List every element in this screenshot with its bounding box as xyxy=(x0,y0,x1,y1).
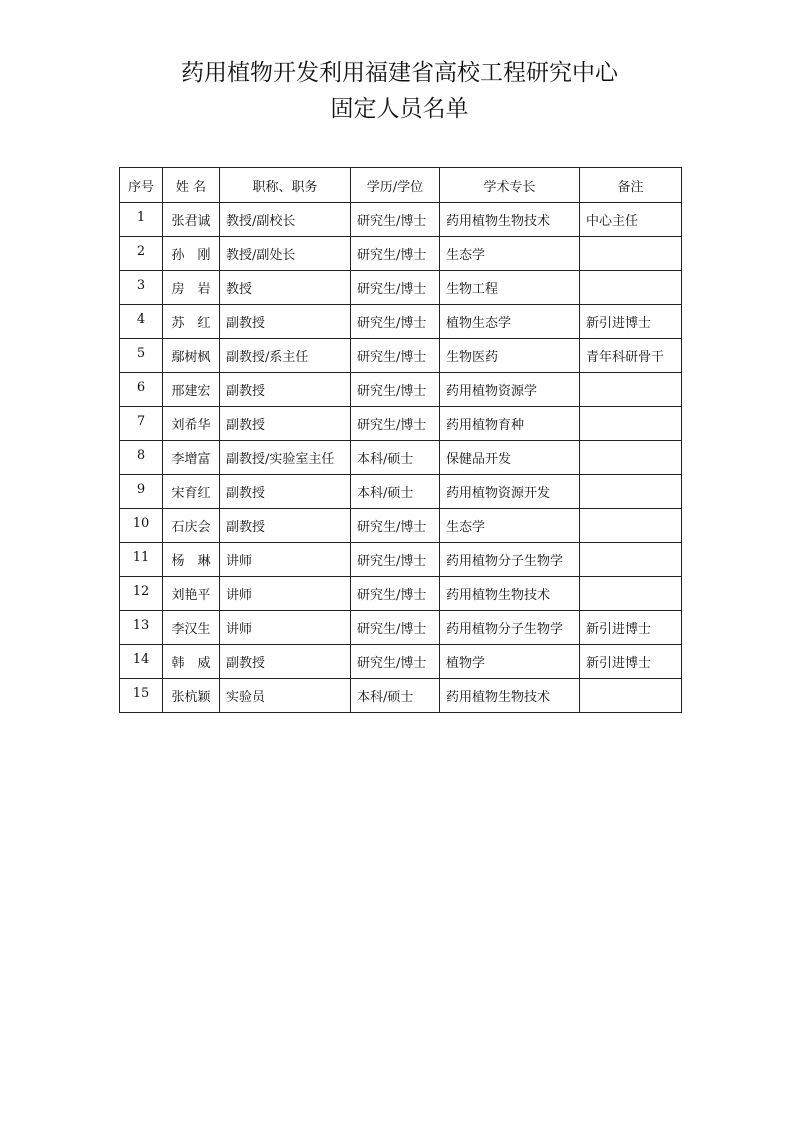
cell-no: 6 xyxy=(120,373,163,407)
cell-note xyxy=(580,407,682,441)
cell-name: 石庆会 xyxy=(163,509,220,543)
cell-note xyxy=(580,509,682,543)
cell-no: 13 xyxy=(120,611,163,645)
header-specialty: 学术专长 xyxy=(440,168,580,203)
document-subtitle: 固定人员名单 xyxy=(330,96,469,122)
cell-name: 张君诚 xyxy=(163,203,220,237)
cell-no: 3 xyxy=(120,271,163,305)
cell-no: 5 xyxy=(120,339,163,373)
cell-degree: 研究生/博士 xyxy=(351,339,440,373)
table-row xyxy=(120,679,682,713)
cell-title: 讲师 xyxy=(220,611,351,645)
cell-name: 苏 红 xyxy=(163,305,220,339)
document-title: 药用植物开发利用福建省高校工程研究中心 xyxy=(181,60,618,86)
header-note: 备注 xyxy=(580,168,682,203)
cell-specialty: 生态学 xyxy=(440,509,580,543)
table-row xyxy=(120,373,682,407)
cell-specialty: 生物工程 xyxy=(440,271,580,305)
table-row xyxy=(120,645,682,679)
table-row xyxy=(120,577,682,611)
cell-title: 教授 xyxy=(220,271,351,305)
cell-note xyxy=(580,271,682,305)
cell-note: 青年科研骨干 xyxy=(580,339,682,373)
cell-no: 8 xyxy=(120,441,163,475)
cell-note xyxy=(580,373,682,407)
cell-title: 实验员 xyxy=(220,679,351,713)
cell-degree: 研究生/博士 xyxy=(351,577,440,611)
cell-specialty: 药用植物资源开发 xyxy=(440,475,580,509)
cell-title: 副教授 xyxy=(220,373,351,407)
cell-specialty: 药用植物育种 xyxy=(440,407,580,441)
cell-note xyxy=(580,237,682,271)
cell-degree: 本科/硕士 xyxy=(351,679,440,713)
cell-degree: 研究生/博士 xyxy=(351,407,440,441)
cell-note xyxy=(580,543,682,577)
table-row xyxy=(120,543,682,577)
cell-degree: 研究生/博士 xyxy=(351,543,440,577)
cell-specialty: 药用植物生物技术 xyxy=(440,577,580,611)
cell-no: 1 xyxy=(120,203,163,237)
cell-degree: 研究生/博士 xyxy=(351,305,440,339)
cell-degree: 研究生/博士 xyxy=(351,373,440,407)
staff-table xyxy=(119,167,682,713)
cell-specialty: 保健品开发 xyxy=(440,441,580,475)
cell-name: 鄢树枫 xyxy=(163,339,220,373)
cell-no: 11 xyxy=(120,543,163,577)
cell-title: 教授/副校长 xyxy=(220,203,351,237)
cell-specialty: 植物学 xyxy=(440,645,580,679)
cell-name: 孙 刚 xyxy=(163,237,220,271)
table-body xyxy=(120,203,682,713)
cell-degree: 研究生/博士 xyxy=(351,203,440,237)
cell-degree: 本科/硕士 xyxy=(351,475,440,509)
cell-no: 4 xyxy=(120,305,163,339)
cell-title: 副教授/实验室主任 xyxy=(220,441,351,475)
table-header-row xyxy=(120,168,682,203)
header-name: 姓 名 xyxy=(163,168,220,203)
cell-degree: 研究生/博士 xyxy=(351,237,440,271)
table-row xyxy=(120,237,682,271)
header-no: 序号 xyxy=(120,168,163,203)
cell-no: 7 xyxy=(120,407,163,441)
cell-specialty: 药用植物生物技术 xyxy=(440,203,580,237)
cell-name: 刘希华 xyxy=(163,407,220,441)
cell-note: 中心主任 xyxy=(580,203,682,237)
header-title: 职称、职务 xyxy=(220,168,351,203)
cell-specialty: 药用植物生物技术 xyxy=(440,679,580,713)
table-row xyxy=(120,611,682,645)
table-row xyxy=(120,407,682,441)
cell-specialty: 生态学 xyxy=(440,237,580,271)
cell-title: 副教授 xyxy=(220,475,351,509)
table-row xyxy=(120,475,682,509)
cell-name: 李汉生 xyxy=(163,611,220,645)
table-row xyxy=(120,271,682,305)
cell-degree: 本科/硕士 xyxy=(351,441,440,475)
cell-title: 教授/副处长 xyxy=(220,237,351,271)
cell-note: 新引进博士 xyxy=(580,645,682,679)
cell-title: 副教授 xyxy=(220,509,351,543)
cell-title: 副教授 xyxy=(220,407,351,441)
cell-title: 副教授/系主任 xyxy=(220,339,351,373)
cell-degree: 研究生/博士 xyxy=(351,509,440,543)
cell-degree: 研究生/博士 xyxy=(351,645,440,679)
cell-no: 9 xyxy=(120,475,163,509)
cell-degree: 研究生/博士 xyxy=(351,611,440,645)
cell-degree: 研究生/博士 xyxy=(351,271,440,305)
cell-name: 韩 威 xyxy=(163,645,220,679)
table-row xyxy=(120,441,682,475)
cell-name: 刘艳平 xyxy=(163,577,220,611)
cell-note xyxy=(580,441,682,475)
table-row xyxy=(120,509,682,543)
cell-title: 讲师 xyxy=(220,543,351,577)
cell-note xyxy=(580,577,682,611)
cell-note xyxy=(580,679,682,713)
cell-no: 2 xyxy=(120,237,163,271)
table-row xyxy=(120,305,682,339)
table-row xyxy=(120,203,682,237)
cell-title: 副教授 xyxy=(220,645,351,679)
cell-name: 邢建宏 xyxy=(163,373,220,407)
cell-no: 12 xyxy=(120,577,163,611)
cell-title: 讲师 xyxy=(220,577,351,611)
cell-name: 杨 琳 xyxy=(163,543,220,577)
cell-specialty: 生物医药 xyxy=(440,339,580,373)
table-row xyxy=(120,339,682,373)
cell-note xyxy=(580,475,682,509)
header-degree: 学历/学位 xyxy=(351,168,440,203)
cell-name: 张杭颖 xyxy=(163,679,220,713)
cell-specialty: 药用植物分子生物学 xyxy=(440,543,580,577)
cell-no: 15 xyxy=(120,679,163,713)
cell-note: 新引进博士 xyxy=(580,305,682,339)
cell-name: 房 岩 xyxy=(163,271,220,305)
cell-no: 10 xyxy=(120,509,163,543)
cell-title: 副教授 xyxy=(220,305,351,339)
cell-name: 李增富 xyxy=(163,441,220,475)
cell-specialty: 植物生态学 xyxy=(440,305,580,339)
cell-note: 新引进博士 xyxy=(580,611,682,645)
cell-name: 宋育红 xyxy=(163,475,220,509)
cell-no: 14 xyxy=(120,645,163,679)
cell-specialty: 药用植物资源学 xyxy=(440,373,580,407)
cell-specialty: 药用植物分子生物学 xyxy=(440,611,580,645)
